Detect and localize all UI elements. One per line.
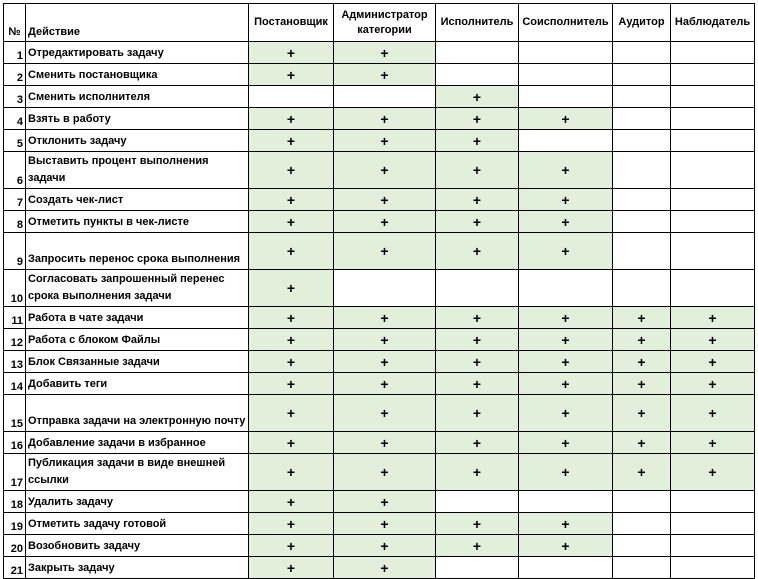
plus-mark: + — [380, 353, 389, 370]
plus-mark: + — [637, 464, 646, 480]
permission-cell — [249, 395, 334, 432]
table-row — [4, 233, 755, 270]
permission-cell — [613, 432, 671, 454]
permission-cell — [671, 557, 755, 579]
row-number: 4 — [4, 108, 26, 130]
plus-mark: + — [286, 132, 296, 149]
plus-mark: + — [472, 191, 482, 208]
table-row — [4, 270, 755, 307]
permission-cell — [613, 86, 671, 108]
permission-cell — [613, 189, 671, 211]
plus-mark: + — [380, 162, 389, 178]
permission-cell — [613, 130, 671, 152]
permission-cell — [249, 108, 334, 130]
permission-cell — [519, 432, 613, 454]
row-number: 3 — [4, 86, 26, 108]
permission-cell — [519, 130, 613, 152]
permission-cell — [249, 86, 334, 108]
plus-mark: + — [286, 353, 296, 370]
permission-cell — [436, 64, 519, 86]
permission-cell — [249, 329, 334, 351]
permission-cell — [334, 233, 436, 270]
plus-mark: + — [472, 434, 482, 451]
permission-cell — [249, 373, 334, 395]
permission-cell — [519, 233, 613, 270]
permission-cell — [249, 233, 334, 270]
permission-cell — [613, 373, 671, 395]
permission-cell — [613, 307, 671, 329]
permission-cell — [249, 130, 334, 152]
plus-mark: + — [380, 191, 389, 208]
table-row — [4, 432, 755, 454]
permission-cell — [613, 233, 671, 270]
action-name: Взять в работу — [26, 108, 249, 130]
action-name: Создать чек-лист — [26, 189, 249, 211]
permission-cell — [671, 491, 755, 513]
permission-cell — [671, 270, 755, 307]
plus-mark: + — [708, 434, 717, 451]
header-role-observer: Наблюдатель — [671, 4, 755, 42]
permission-cell — [334, 86, 436, 108]
plus-mark: + — [286, 213, 296, 230]
row-number: 15 — [4, 395, 26, 432]
permission-cell — [249, 270, 334, 307]
plus-mark: + — [380, 515, 389, 532]
plus-mark: + — [286, 331, 296, 348]
row-number: 16 — [4, 432, 26, 454]
permission-cell — [436, 329, 519, 351]
plus-mark: + — [380, 493, 389, 510]
table-row — [4, 64, 755, 86]
permission-cell — [249, 432, 334, 454]
action-name: Отправка задачи на электронную почту — [26, 395, 249, 432]
permission-cell — [671, 307, 755, 329]
permission-cell — [519, 513, 613, 535]
permission-cell — [249, 351, 334, 373]
row-number: 20 — [4, 535, 26, 557]
plus-mark: + — [380, 110, 389, 127]
action-name: Согласовать запрошенный перенес срока выполнения задачи — [26, 270, 249, 307]
plus-mark: + — [472, 375, 482, 392]
table-row — [4, 42, 755, 64]
plus-mark: + — [380, 559, 389, 576]
table-body — [4, 42, 755, 579]
table-row — [4, 329, 755, 351]
plus-mark: + — [380, 375, 389, 392]
permission-cell — [671, 86, 755, 108]
row-number: 8 — [4, 211, 26, 233]
plus-mark: + — [637, 375, 646, 392]
plus-mark: + — [561, 309, 570, 326]
action-name: Добавление задачи в избранное — [26, 432, 249, 454]
row-number: 19 — [4, 513, 26, 535]
plus-mark: + — [561, 405, 570, 421]
plus-mark: + — [708, 464, 717, 480]
permission-cell — [613, 108, 671, 130]
permission-cell — [436, 108, 519, 130]
permission-cell — [334, 432, 436, 454]
plus-mark: + — [380, 537, 389, 554]
plus-mark: + — [637, 331, 646, 348]
header-role-executor: Исполнитель — [436, 4, 519, 42]
permission-cell — [519, 535, 613, 557]
plus-mark: + — [472, 213, 482, 230]
plus-mark: + — [286, 405, 296, 421]
permissions-table — [3, 3, 755, 579]
permission-cell — [519, 189, 613, 211]
action-name: Блок Связанные задачи — [26, 351, 249, 373]
action-name: Отредактировать задачу — [26, 42, 249, 64]
permission-cell — [613, 351, 671, 373]
action-name: Возобновить задачу — [26, 535, 249, 557]
row-number: 7 — [4, 189, 26, 211]
plus-mark: + — [708, 309, 717, 326]
permission-cell — [671, 432, 755, 454]
action-name: Закрыть задачу — [26, 557, 249, 579]
permission-cell — [519, 557, 613, 579]
plus-mark: + — [472, 515, 482, 532]
permission-cell — [334, 535, 436, 557]
table-row — [4, 307, 755, 329]
action-name: Удалить задачу — [26, 491, 249, 513]
plus-mark: + — [637, 353, 646, 370]
permission-cell — [671, 152, 755, 189]
permission-cell — [249, 454, 334, 491]
plus-mark: + — [561, 353, 570, 370]
permission-cell — [436, 432, 519, 454]
permission-cell — [334, 307, 436, 329]
permission-cell — [519, 454, 613, 491]
permission-cell — [519, 395, 613, 432]
row-number: 17 — [4, 454, 26, 491]
permission-cell — [436, 42, 519, 64]
row-number: 12 — [4, 329, 26, 351]
plus-mark: + — [561, 191, 570, 208]
action-name: Запросить перенос срока выполнения — [26, 233, 249, 270]
table-row — [4, 152, 755, 189]
header-row — [4, 4, 755, 42]
plus-mark: + — [286, 464, 296, 480]
plus-mark: + — [561, 515, 570, 532]
action-name: Отметить пункты в чек-листе — [26, 211, 249, 233]
plus-mark: + — [472, 464, 482, 480]
permission-cell — [519, 373, 613, 395]
plus-mark: + — [561, 110, 570, 127]
row-number: 13 — [4, 351, 26, 373]
permission-cell — [671, 211, 755, 233]
table-row — [4, 211, 755, 233]
permission-cell — [613, 454, 671, 491]
permission-cell — [436, 270, 519, 307]
action-name: Публикация задачи в виде внешней ссылки — [26, 454, 249, 491]
permission-cell — [519, 270, 613, 307]
permission-cell — [519, 108, 613, 130]
table-row — [4, 351, 755, 373]
plus-mark: + — [561, 331, 570, 348]
plus-mark: + — [472, 353, 482, 370]
plus-mark: + — [708, 375, 717, 392]
permission-cell — [334, 270, 436, 307]
header-action: Действие — [26, 4, 249, 42]
table-row — [4, 513, 755, 535]
action-name: Сменить исполнителя — [26, 86, 249, 108]
permission-cell — [436, 535, 519, 557]
permission-cell — [249, 152, 334, 189]
plus-mark: + — [380, 309, 389, 326]
plus-mark: + — [637, 434, 646, 451]
plus-mark: + — [708, 405, 717, 421]
permission-cell — [249, 535, 334, 557]
plus-mark: + — [286, 66, 296, 83]
permission-cell — [613, 491, 671, 513]
permission-cell — [334, 373, 436, 395]
permission-cell — [519, 86, 613, 108]
plus-mark: + — [286, 515, 296, 532]
row-number: 14 — [4, 373, 26, 395]
permission-cell — [613, 513, 671, 535]
permission-cell — [436, 233, 519, 270]
permission-cell — [436, 211, 519, 233]
permission-cell — [671, 108, 755, 130]
plus-mark: + — [286, 493, 296, 510]
plus-mark: + — [472, 162, 482, 178]
action-name: Выставить процент выполнения задачи — [26, 152, 249, 189]
permission-cell — [613, 211, 671, 233]
permission-cell — [519, 152, 613, 189]
plus-mark: + — [286, 243, 296, 259]
header-num: № — [4, 4, 26, 42]
permission-cell — [519, 307, 613, 329]
permission-cell — [334, 557, 436, 579]
permission-cell — [613, 557, 671, 579]
row-number: 11 — [4, 307, 26, 329]
plus-mark: + — [380, 132, 389, 149]
plus-mark: + — [380, 213, 389, 230]
permission-cell — [519, 42, 613, 64]
permission-cell — [613, 270, 671, 307]
plus-mark: + — [472, 309, 482, 326]
plus-mark: + — [637, 309, 646, 326]
permission-cell — [613, 329, 671, 351]
permission-cell — [249, 211, 334, 233]
permission-cell — [519, 491, 613, 513]
permission-cell — [671, 233, 755, 270]
permission-cell — [334, 130, 436, 152]
permission-cell — [436, 491, 519, 513]
table-row — [4, 189, 755, 211]
table-row — [4, 454, 755, 491]
permission-cell — [334, 329, 436, 351]
permission-cell — [436, 152, 519, 189]
action-name: Сменить постановщика — [26, 64, 249, 86]
permission-cell — [671, 64, 755, 86]
permission-cell — [249, 64, 334, 86]
plus-mark: + — [380, 243, 389, 259]
permission-cell — [613, 42, 671, 64]
permission-cell — [249, 513, 334, 535]
permission-cell — [334, 108, 436, 130]
permission-cell — [249, 557, 334, 579]
plus-mark: + — [708, 353, 717, 370]
row-number: 6 — [4, 152, 26, 189]
permission-cell — [671, 373, 755, 395]
table-row — [4, 557, 755, 579]
permission-cell — [519, 329, 613, 351]
permission-cell — [436, 351, 519, 373]
plus-mark: + — [286, 537, 296, 554]
permission-cell — [334, 454, 436, 491]
permission-cell — [436, 557, 519, 579]
row-number: 2 — [4, 64, 26, 86]
permission-cell — [519, 351, 613, 373]
plus-mark: + — [286, 280, 296, 296]
header-role-co-executor: Соисполнитель — [519, 4, 613, 42]
plus-mark: + — [637, 405, 646, 421]
permission-cell — [671, 395, 755, 432]
table-row — [4, 491, 755, 513]
plus-mark: + — [380, 331, 389, 348]
plus-mark: + — [286, 44, 296, 61]
table-row — [4, 86, 755, 108]
permission-cell — [249, 42, 334, 64]
table-row — [4, 108, 755, 130]
plus-mark: + — [286, 559, 296, 576]
permission-cell — [436, 454, 519, 491]
permission-cell — [334, 491, 436, 513]
plus-mark: + — [286, 309, 296, 326]
permission-cell — [519, 211, 613, 233]
permission-cell — [671, 189, 755, 211]
plus-mark: + — [380, 464, 389, 480]
header-role-category-admin: Администратор категории — [334, 4, 436, 42]
header-role-auditor: Аудитор — [613, 4, 671, 42]
permission-cell — [436, 395, 519, 432]
permission-cell — [671, 329, 755, 351]
table-row — [4, 373, 755, 395]
plus-mark: + — [472, 331, 482, 348]
plus-mark: + — [561, 375, 570, 392]
row-number: 10 — [4, 270, 26, 307]
permission-cell — [613, 535, 671, 557]
permission-cell — [249, 491, 334, 513]
table-row — [4, 535, 755, 557]
row-number: 18 — [4, 491, 26, 513]
permission-cell — [613, 395, 671, 432]
plus-mark: + — [380, 434, 389, 451]
header-role-setter: Постановщик — [249, 4, 334, 42]
action-name: Работа в чате задачи — [26, 307, 249, 329]
action-name: Добавить теги — [26, 373, 249, 395]
plus-mark: + — [561, 213, 570, 230]
permission-cell — [671, 535, 755, 557]
row-number: 1 — [4, 42, 26, 64]
plus-mark: + — [472, 243, 482, 259]
permission-cell — [436, 513, 519, 535]
permission-cell — [436, 373, 519, 395]
permission-cell — [436, 307, 519, 329]
plus-mark: + — [561, 434, 570, 451]
plus-mark: + — [286, 375, 296, 392]
permission-cell — [613, 152, 671, 189]
plus-mark: + — [561, 464, 570, 480]
permission-cell — [334, 64, 436, 86]
permission-cell — [249, 307, 334, 329]
table-row — [4, 395, 755, 432]
plus-mark: + — [472, 537, 482, 554]
action-name: Работа с блоком Файлы — [26, 329, 249, 351]
permission-cell — [671, 130, 755, 152]
plus-mark: + — [472, 132, 482, 149]
plus-mark: + — [380, 66, 389, 83]
row-number: 5 — [4, 130, 26, 152]
action-name: Отметить задачу готовой — [26, 513, 249, 535]
permission-cell — [249, 189, 334, 211]
plus-mark: + — [561, 243, 570, 259]
permission-cell — [334, 42, 436, 64]
plus-mark: + — [380, 405, 389, 421]
row-number: 9 — [4, 233, 26, 270]
plus-mark: + — [380, 44, 389, 61]
plus-mark: + — [708, 331, 717, 348]
permission-cell — [334, 351, 436, 373]
permission-cell — [334, 189, 436, 211]
plus-mark: + — [286, 434, 296, 451]
plus-mark: + — [472, 110, 482, 127]
plus-mark: + — [561, 537, 570, 554]
permission-cell — [436, 130, 519, 152]
permission-cell — [436, 86, 519, 108]
permission-cell — [334, 211, 436, 233]
plus-mark: + — [561, 162, 570, 178]
permission-cell — [436, 189, 519, 211]
action-name: Отклонить задачу — [26, 130, 249, 152]
plus-mark: + — [472, 88, 482, 105]
plus-mark: + — [286, 191, 296, 208]
permission-cell — [671, 454, 755, 491]
table-row — [4, 130, 755, 152]
plus-mark: + — [286, 162, 296, 178]
permission-cell — [671, 351, 755, 373]
permission-cell — [334, 513, 436, 535]
permission-cell — [613, 64, 671, 86]
permission-cell — [519, 64, 613, 86]
permission-cell — [671, 42, 755, 64]
plus-mark: + — [472, 405, 482, 421]
permission-cell — [334, 152, 436, 189]
plus-mark: + — [286, 110, 296, 127]
row-number: 21 — [4, 557, 26, 579]
permission-cell — [334, 395, 436, 432]
permission-cell — [671, 513, 755, 535]
